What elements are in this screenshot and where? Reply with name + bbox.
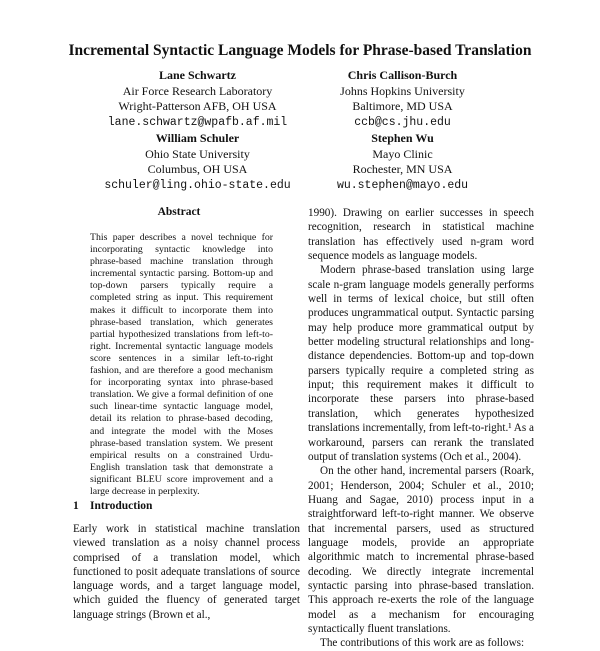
author-name: Stephen Wu [371,131,434,145]
author-email: wu.stephen@mayo.edu [336,178,469,192]
author-block [95,68,300,130]
author-block [300,131,505,193]
section-title: Introduction [90,500,153,512]
author-affiliation: Air Force Research Laboratory [122,83,273,98]
paragraph: The contributions of this work are as follows: [320,637,525,650]
author-name: William Schuler [155,131,240,145]
section-heading [73,500,303,512]
paper-title: Incremental Syntactic Language Models for Phrase-based Translation [68,42,532,59]
author-email: schuler@ling.ohio-state.edu [104,178,291,192]
section-number: 1 [73,500,79,512]
right-column [308,206,534,651]
author-location: Wright-Patterson AFB, OH USA [118,99,277,113]
intro-paragraph: Early work in statistical machine translation viewed translation as a noisy channel process comprised of a translation model, which functioned to posit adequate translations of source language words, and a target language model, which guided the fluency of generated target language strings (Brown et al., [73,523,300,621]
author-affiliation: Johns Hopkins University [340,83,465,98]
paragraph: Modern phrase-based translation using large scale n-gram language models generally performs well in terms of lexical choice, but still often produces ungrammatical output. Syntactic parsing may help produce more grammatical output by better modeling structural relationships and long-distance dependencies. Bottom-up and top-down parsers typically require a completed string as input; this requirement makes it difficult to incorporate these parsers into phrase-based translation, which generates hypothesized translations incrementally, from left-to-right.¹ As a workaround, parsers can rerank the translated output of translation systems (Och et al., 2004). [308,264,535,463]
author-email: lane.schwartz@wpafb.af.mil [107,115,288,129]
author-location: Columbus, OH USA [147,162,248,176]
author-name: Lane Schwartz [159,68,236,82]
author-location: Baltimore, MD USA [352,99,453,113]
paragraph-continued: 1990). Drawing on earlier successes in speech recognition, research in statistical machine translation has effectively used n-gram word sequence models as language models. [308,207,534,263]
author-email: ccb@cs.jhu.edu [354,115,451,129]
author-block [95,131,300,193]
paragraph: On the other hand, incremental parsers (Roark, 2001; Henderson, 2004; Schuler et al., 2010; Huang and Sagae, 2010) process input in a straightforward left-to-right manner. We observe that incremental parsers, used as structured language models, provide an appropriate algorithmic match to incremental phrase-based decoding. We directly integrate incremental syntactic parsing into phrase-based translation. This approach re-exerts the role of the language model as a mechanism for encouraging syntactically fluent translations. [308,465,534,635]
author-block [300,68,505,130]
author-location: Rochester, MN USA [352,162,453,176]
author-name: Chris Callison-Burch [347,68,458,82]
author-affiliation: Ohio State University [145,146,250,161]
abstract-heading: Abstract [157,206,201,218]
abstract-text: This paper describes a novel technique for incorporating syntactic knowledge into phrase-based machine translation through incremental syntactic parsing. Bottom-up and top-down parsers typically require a completed string as input. This requirement makes it difficult to incorporate them into phrase-based translation, which generates partial hypothesized translations from left-to-right. Incremental syntactic language models score sentences in a similar left-to-right fashion, and are therefore a good mechanism for incorporating syntax into phrase-based translation. We give a formal definition of one such linear-time syntactic language model, detail its relation to phrase-based decoding, and integrate the model with the Moses phrase-based translation system. We present empirical results on a constrained Urdu-English translation task that demonstrate a significant BLEU score improvement and a large decrease in perplexity. [90,232,273,497]
author-affiliation: Mayo Clinic [372,146,433,161]
